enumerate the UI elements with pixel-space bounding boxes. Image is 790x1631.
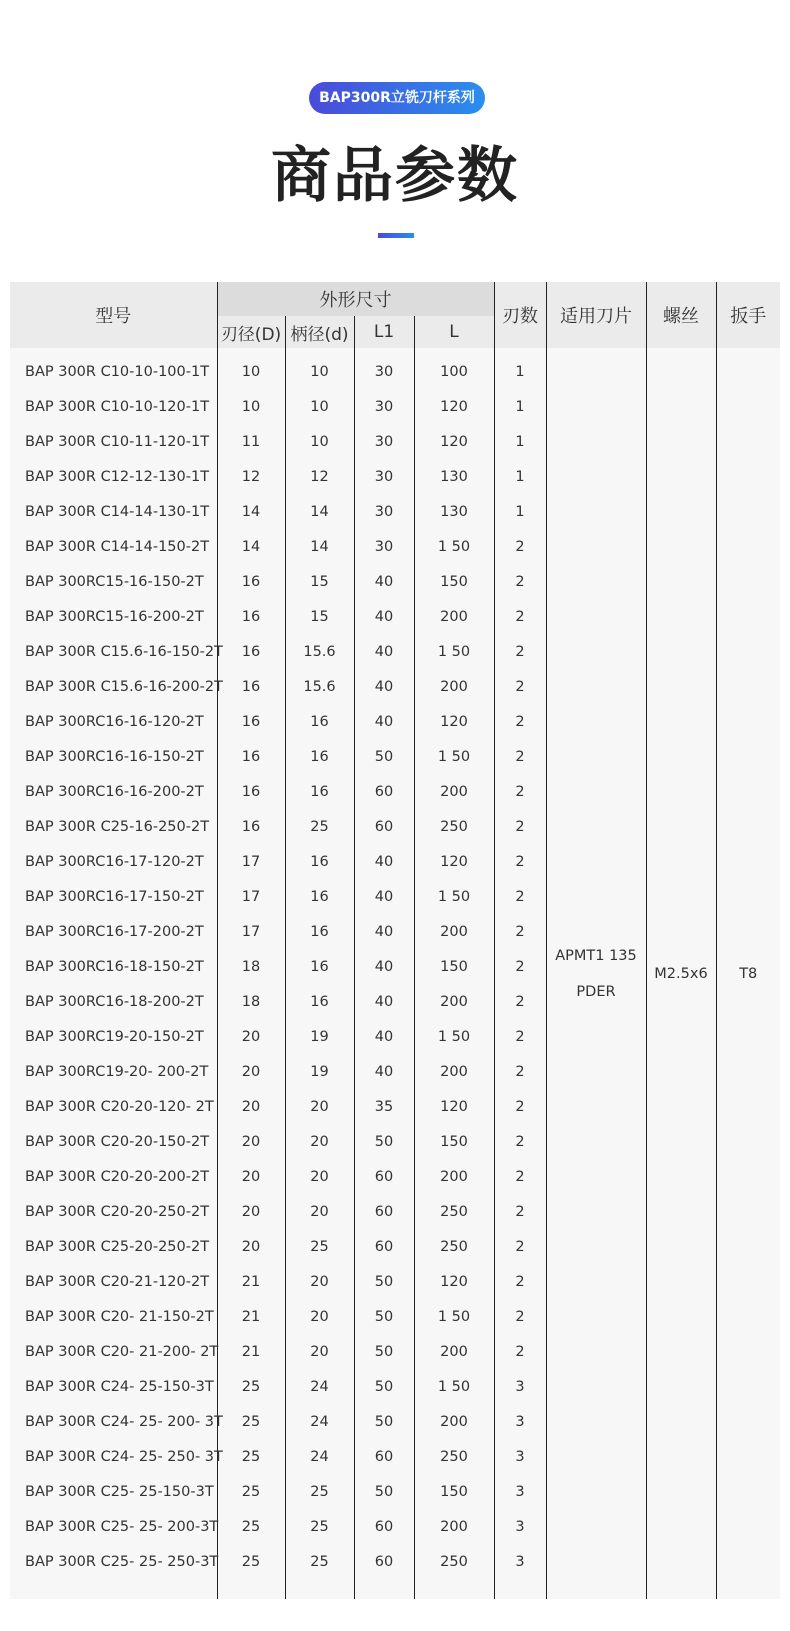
l-cell: 120 [414, 1089, 494, 1124]
model-cell: BAP 300R C10-10-120-1T [10, 389, 217, 424]
l-cell: 100 [414, 348, 494, 389]
l1-cell: 35 [354, 1089, 414, 1124]
shank-diameter-cell: 19 [285, 1019, 354, 1054]
shank-diameter-cell: 16 [285, 914, 354, 949]
flutes-cell: 1 [494, 459, 546, 494]
header-l: L [414, 316, 494, 348]
l-cell: 200 [414, 1159, 494, 1194]
table-header [10, 282, 780, 348]
insert-value-line2: PDER [576, 983, 616, 1000]
l1-cell: 40 [354, 844, 414, 879]
l-cell: 120 [414, 389, 494, 424]
flutes-cell: 2 [494, 1194, 546, 1229]
flutes-cell: 1 [494, 424, 546, 459]
l-cell: 250 [414, 1544, 494, 1579]
parameter-table-container [10, 282, 780, 1595]
shank-diameter-cell: 15.6 [285, 634, 354, 669]
flutes-cell: 2 [494, 669, 546, 704]
blade-diameter-cell: 16 [217, 634, 285, 669]
blade-diameter-cell: 18 [217, 949, 285, 984]
l1-cell: 40 [354, 704, 414, 739]
flutes-cell: 2 [494, 809, 546, 844]
model-cell: BAP 300R C20- 21-150-2T [10, 1299, 217, 1334]
header-l1: L1 [354, 316, 414, 348]
flutes-cell: 2 [494, 1124, 546, 1159]
table-body [10, 348, 780, 1599]
header-flutes: 刃数 [494, 282, 546, 348]
l-cell: 120 [414, 704, 494, 739]
flutes-cell: 2 [494, 1299, 546, 1334]
blade-diameter-cell: 21 [217, 1264, 285, 1299]
l1-cell: 40 [354, 599, 414, 634]
header-wrench: 扳手 [716, 282, 780, 348]
flutes-cell: 2 [494, 879, 546, 914]
table-row [10, 348, 780, 389]
l1-cell: 40 [354, 634, 414, 669]
flutes-cell: 1 [494, 348, 546, 389]
l1-cell: 30 [354, 494, 414, 529]
model-cell: BAP 300R C10-11-120-1T [10, 424, 217, 459]
l1-cell: 50 [354, 1124, 414, 1159]
model-cell: BAP 300RC19-20-150-2T [10, 1019, 217, 1054]
header-screw: 螺丝 [646, 282, 716, 348]
blade-diameter-cell: 20 [217, 1089, 285, 1124]
shank-diameter-cell: 16 [285, 844, 354, 879]
l-cell: 1 50 [414, 634, 494, 669]
l1-cell: 30 [354, 389, 414, 424]
series-badge: BAP300R立铣刀杆系列 [309, 82, 485, 114]
blade-diameter-cell: 16 [217, 774, 285, 809]
l1-cell: 30 [354, 348, 414, 389]
l1-cell: 60 [354, 774, 414, 809]
model-cell: BAP 300R C15.6-16-200-2T [10, 669, 217, 704]
shank-diameter-cell: 19 [285, 1054, 354, 1089]
insert-cell [546, 348, 646, 1599]
flutes-cell: 3 [494, 1404, 546, 1439]
l-cell: 150 [414, 564, 494, 599]
flutes-cell: 2 [494, 949, 546, 984]
shank-diameter-cell: 25 [285, 809, 354, 844]
shank-diameter-cell: 24 [285, 1439, 354, 1474]
blade-diameter-cell: 20 [217, 1159, 285, 1194]
flutes-cell: 2 [494, 1054, 546, 1089]
l-cell: 200 [414, 1509, 494, 1544]
model-cell: BAP 300R C20-20-150-2T [10, 1124, 217, 1159]
shank-diameter-cell: 20 [285, 1299, 354, 1334]
l-cell: 130 [414, 494, 494, 529]
l-cell: 1 50 [414, 529, 494, 564]
blade-diameter-cell: 25 [217, 1544, 285, 1579]
l1-cell: 40 [354, 949, 414, 984]
l-cell: 200 [414, 1334, 494, 1369]
l-cell: 120 [414, 844, 494, 879]
shank-diameter-cell: 16 [285, 739, 354, 774]
model-cell: BAP 300RC16-18-200-2T [10, 984, 217, 1019]
header-dimensions-group: 外形尺寸 [217, 282, 494, 316]
l-cell: 200 [414, 599, 494, 634]
model-cell: BAP 300RC16-18-150-2T [10, 949, 217, 984]
model-cell: BAP 300R C25-16-250-2T [10, 809, 217, 844]
model-cell: BAP 300R C14-14-130-1T [10, 494, 217, 529]
flutes-cell: 3 [494, 1544, 546, 1579]
blade-diameter-cell: 21 [217, 1334, 285, 1369]
model-cell: BAP 300R C24- 25- 250- 3T [10, 1439, 217, 1474]
l1-cell: 60 [354, 1509, 414, 1544]
l-cell: 1 50 [414, 1369, 494, 1404]
blade-diameter-cell: 20 [217, 1194, 285, 1229]
flutes-cell: 2 [494, 1089, 546, 1124]
blade-diameter-cell: 16 [217, 669, 285, 704]
blade-diameter-cell: 20 [217, 1124, 285, 1159]
l-cell: 250 [414, 1439, 494, 1474]
blade-diameter-cell: 16 [217, 564, 285, 599]
l-cell: 1 50 [414, 879, 494, 914]
blade-diameter-cell: 16 [217, 599, 285, 634]
shank-diameter-cell: 10 [285, 424, 354, 459]
flutes-cell: 2 [494, 1264, 546, 1299]
l1-cell: 40 [354, 1019, 414, 1054]
l1-cell: 60 [354, 1439, 414, 1474]
flutes-cell: 3 [494, 1439, 546, 1474]
flutes-cell: 2 [494, 914, 546, 949]
l1-cell: 50 [354, 1334, 414, 1369]
blade-diameter-cell: 25 [217, 1439, 285, 1474]
shank-diameter-cell: 14 [285, 494, 354, 529]
flutes-cell: 2 [494, 599, 546, 634]
l-cell: 250 [414, 1229, 494, 1264]
model-cell: BAP 300RC19-20- 200-2T [10, 1054, 217, 1089]
flutes-cell: 1 [494, 494, 546, 529]
shank-diameter-cell: 25 [285, 1509, 354, 1544]
flutes-cell: 2 [494, 774, 546, 809]
shank-diameter-cell: 16 [285, 704, 354, 739]
model-cell: BAP 300RC15-16-200-2T [10, 599, 217, 634]
model-cell: BAP 300R C25- 25- 250-3T [10, 1544, 217, 1579]
flutes-cell: 2 [494, 704, 546, 739]
flutes-cell: 2 [494, 529, 546, 564]
l1-cell: 30 [354, 459, 414, 494]
model-cell: BAP 300RC16-17-120-2T [10, 844, 217, 879]
model-cell: BAP 300RC15-16-150-2T [10, 564, 217, 599]
model-cell: BAP 300RC16-17-150-2T [10, 879, 217, 914]
blade-diameter-cell: 20 [217, 1229, 285, 1264]
l1-cell: 40 [354, 984, 414, 1019]
flutes-cell: 3 [494, 1509, 546, 1544]
blade-diameter-cell: 25 [217, 1474, 285, 1509]
blade-diameter-cell: 17 [217, 914, 285, 949]
header-blade-diameter: 刃径(D) [217, 316, 285, 348]
flutes-cell: 2 [494, 984, 546, 1019]
shank-diameter-cell: 16 [285, 879, 354, 914]
l1-cell: 60 [354, 1229, 414, 1264]
l1-cell: 50 [354, 1404, 414, 1439]
l-cell: 1 50 [414, 1299, 494, 1334]
model-cell: BAP 300R C14-14-150-2T [10, 529, 217, 564]
model-cell: BAP 300R C20-20-120- 2T [10, 1089, 217, 1124]
blade-diameter-cell: 17 [217, 844, 285, 879]
model-cell: BAP 300R C10-10-100-1T [10, 348, 217, 389]
model-cell: BAP 300RC16-16-150-2T [10, 739, 217, 774]
model-cell: BAP 300RC16-17-200-2T [10, 914, 217, 949]
l-cell: 120 [414, 424, 494, 459]
l1-cell: 30 [354, 529, 414, 564]
shank-diameter-cell: 10 [285, 389, 354, 424]
l1-cell: 60 [354, 1544, 414, 1579]
shank-diameter-cell: 10 [285, 348, 354, 389]
blade-diameter-cell: 18 [217, 984, 285, 1019]
model-cell: BAP 300R C15.6-16-150-2T [10, 634, 217, 669]
blade-diameter-cell: 25 [217, 1369, 285, 1404]
blade-diameter-cell: 16 [217, 704, 285, 739]
model-cell: BAP 300R C25- 25- 200-3T [10, 1509, 217, 1544]
l-cell: 1 50 [414, 1019, 494, 1054]
model-cell: BAP 300R C20-21-120-2T [10, 1264, 217, 1299]
flutes-cell: 2 [494, 1229, 546, 1264]
l1-cell: 60 [354, 1194, 414, 1229]
blade-diameter-cell: 10 [217, 389, 285, 424]
blade-diameter-cell: 21 [217, 1299, 285, 1334]
l-cell: 200 [414, 1404, 494, 1439]
model-cell: BAP 300R C24- 25- 200- 3T [10, 1404, 217, 1439]
l-cell: 150 [414, 1474, 494, 1509]
title-underline [378, 233, 414, 238]
l-cell: 1 50 [414, 739, 494, 774]
model-cell: BAP 300RC16-16-200-2T [10, 774, 217, 809]
shank-diameter-cell: 25 [285, 1229, 354, 1264]
l-cell: 200 [414, 774, 494, 809]
blade-diameter-cell: 14 [217, 494, 285, 529]
blade-diameter-cell: 16 [217, 809, 285, 844]
shank-diameter-cell: 20 [285, 1159, 354, 1194]
flutes-cell: 2 [494, 739, 546, 774]
shank-diameter-cell: 15.6 [285, 669, 354, 704]
blade-diameter-cell: 25 [217, 1509, 285, 1544]
blade-diameter-cell: 14 [217, 529, 285, 564]
l1-cell: 50 [354, 739, 414, 774]
flutes-cell: 2 [494, 1159, 546, 1194]
screw-cell: M2.5x6 [646, 348, 716, 1599]
parameter-table [10, 282, 780, 1599]
shank-diameter-cell: 15 [285, 599, 354, 634]
model-cell: BAP 300R C25-20-250-2T [10, 1229, 217, 1264]
l-cell: 200 [414, 1054, 494, 1089]
l-cell: 150 [414, 949, 494, 984]
blade-diameter-cell: 11 [217, 424, 285, 459]
flutes-cell: 2 [494, 1334, 546, 1369]
l1-cell: 40 [354, 669, 414, 704]
flutes-cell: 2 [494, 844, 546, 879]
flutes-cell: 3 [494, 1474, 546, 1509]
blade-diameter-cell: 17 [217, 879, 285, 914]
l-cell: 200 [414, 984, 494, 1019]
l1-cell: 50 [354, 1299, 414, 1334]
l1-cell: 60 [354, 1159, 414, 1194]
model-cell: BAP 300R C12-12-130-1T [10, 459, 217, 494]
l1-cell: 40 [354, 564, 414, 599]
shank-diameter-cell: 20 [285, 1089, 354, 1124]
page-title: 商品参数 [271, 141, 519, 211]
shank-diameter-cell: 24 [285, 1369, 354, 1404]
blade-diameter-cell: 16 [217, 739, 285, 774]
flutes-cell: 3 [494, 1369, 546, 1404]
shank-diameter-cell: 20 [285, 1334, 354, 1369]
model-cell: BAP 300R C20- 21-200- 2T [10, 1334, 217, 1369]
l1-cell: 50 [354, 1369, 414, 1404]
l-cell: 250 [414, 809, 494, 844]
header-model: 型号 [10, 282, 217, 348]
l1-cell: 30 [354, 424, 414, 459]
l-cell: 150 [414, 1124, 494, 1159]
l1-cell: 40 [354, 879, 414, 914]
model-cell: BAP 300R C20-20-250-2T [10, 1194, 217, 1229]
shank-diameter-cell: 20 [285, 1124, 354, 1159]
flutes-cell: 2 [494, 634, 546, 669]
l-cell: 250 [414, 1194, 494, 1229]
shank-diameter-cell: 20 [285, 1194, 354, 1229]
model-cell: BAP 300R C20-20-200-2T [10, 1159, 217, 1194]
wrench-cell: T8 [716, 348, 780, 1599]
l-cell: 130 [414, 459, 494, 494]
l-cell: 120 [414, 1264, 494, 1299]
shank-diameter-cell: 16 [285, 949, 354, 984]
flutes-cell: 2 [494, 564, 546, 599]
blade-diameter-cell: 10 [217, 348, 285, 389]
shank-diameter-cell: 12 [285, 459, 354, 494]
l1-cell: 40 [354, 914, 414, 949]
l1-cell: 50 [354, 1264, 414, 1299]
blade-diameter-cell: 12 [217, 459, 285, 494]
flutes-cell: 1 [494, 389, 546, 424]
shank-diameter-cell: 16 [285, 774, 354, 809]
l-cell: 200 [414, 914, 494, 949]
model-cell: BAP 300R C24- 25-150-3T [10, 1369, 217, 1404]
shank-diameter-cell: 25 [285, 1544, 354, 1579]
shank-diameter-cell: 15 [285, 564, 354, 599]
model-cell: BAP 300RC16-16-120-2T [10, 704, 217, 739]
blade-diameter-cell: 20 [217, 1054, 285, 1089]
l1-cell: 60 [354, 809, 414, 844]
shank-diameter-cell: 14 [285, 529, 354, 564]
blade-diameter-cell: 20 [217, 1019, 285, 1054]
header-shank-diameter: 柄径(d) [285, 316, 354, 348]
l1-cell: 40 [354, 1054, 414, 1089]
shank-diameter-cell: 16 [285, 984, 354, 1019]
blade-diameter-cell: 25 [217, 1404, 285, 1439]
l-cell: 200 [414, 669, 494, 704]
flutes-cell: 2 [494, 1019, 546, 1054]
l1-cell: 50 [354, 1474, 414, 1509]
shank-diameter-cell: 24 [285, 1404, 354, 1439]
insert-value-line1: APMT1 135 [555, 947, 637, 964]
shank-diameter-cell: 25 [285, 1474, 354, 1509]
model-cell: BAP 300R C25- 25-150-3T [10, 1474, 217, 1509]
shank-diameter-cell: 20 [285, 1264, 354, 1299]
header-insert: 适用刀片 [546, 282, 646, 348]
